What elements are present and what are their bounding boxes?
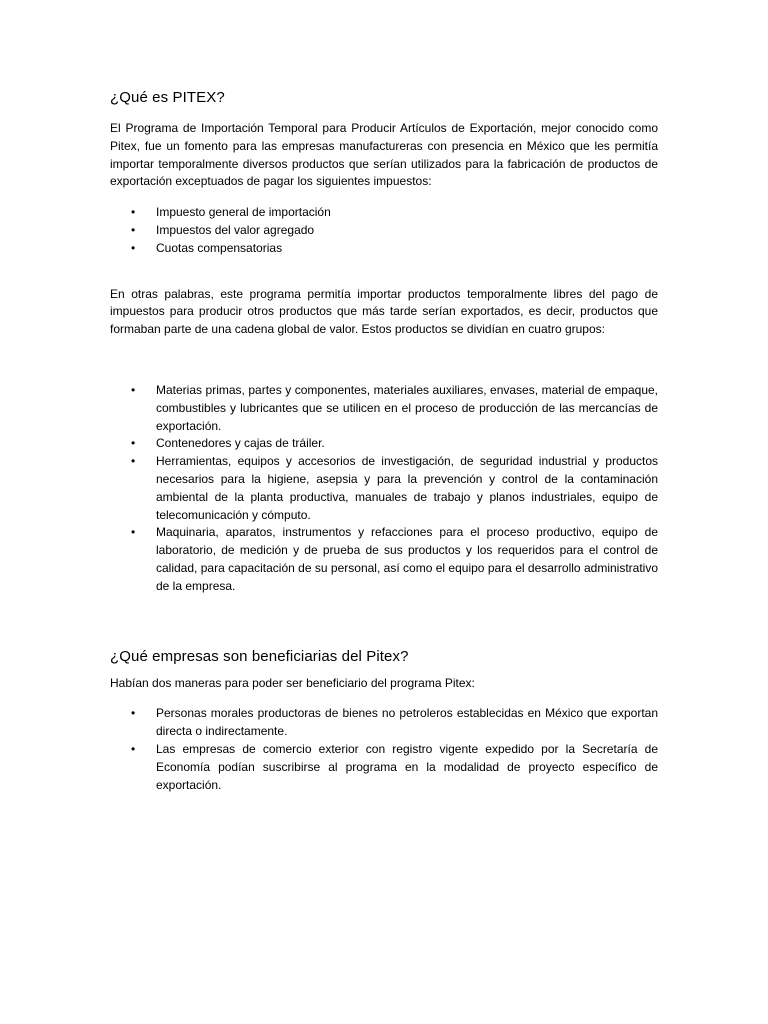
bullet-icon: • (131, 222, 136, 237)
list-item-text: Contenedores y cajas de tráiler. (156, 436, 325, 451)
list-item-text: Herramientas, equipos y accesorios de investigación, de seguridad industrial y productos necesarios para la higiene, asepsia y para la prevención y control de la contaminación ambiental de la planta productiva, manuales de trabajo y planos industriales, equipo de telecomunicación y cómputo. (156, 454, 658, 522)
beneficiaries-list (110, 705, 658, 794)
bullet-icon: • (131, 706, 136, 721)
list-item (110, 435, 658, 453)
product-groups-list (110, 382, 658, 596)
bullet-icon: • (131, 436, 136, 451)
ways-paragraph: Habían dos maneras para poder ser beneficiario del programa Pitex: (110, 675, 475, 690)
other-words-paragraph: En otras palabras, este programa permitía importar productos temporalmente libres del pago de impuestos para producir otros productos que más tarde serían exportados, es decir, productos que formaban parte de una cadena global de valor. Estos productos se dividían en cuatro grupos: (110, 286, 658, 337)
bullet-icon: • (131, 240, 136, 255)
list-item (110, 453, 658, 524)
list-item (110, 741, 658, 794)
list-item (110, 705, 658, 741)
list-item-text: Personas morales productoras de bienes no petroleros establecidas en México que exportan directa o indirectamente. (156, 706, 658, 739)
intro-paragraph: El Programa de Importación Temporal para Producir Artículos de Exportación, mejor conocido como Pitex, fue un fomento para las empresas manufactureras con presencia en México que les permitía importar temporalmente diversos productos que serían utilizados para la fabricación de productos de exportación exceptuados de pagar los siguientes impuestos: (110, 121, 658, 189)
bullet-icon: • (131, 525, 136, 540)
list-item (110, 240, 658, 258)
taxes-list (110, 204, 658, 257)
list-item-text: Impuestos del valor agregado (156, 222, 315, 237)
list-item-text: Maquinaria, aparatos, instrumentos y refacciones para el proceso productivo, equipo de laboratorio, de medición y de prueba de sus productos y los requeridos para el control de calidad, para capacitación de su personal, así como el equipo para el desarrollo administrativo de la empresa. (156, 525, 658, 593)
list-item-text: Materias primas, partes y componentes, materiales auxiliares, envases, material de empaque, combustibles y lubricantes que se utilicen en el proceso de producción de las mercancías de exportación. (156, 382, 658, 433)
list-item (110, 524, 658, 595)
list-item-text: Cuotas compensatorias (156, 240, 283, 255)
list-item (110, 204, 658, 222)
bullet-icon: • (131, 741, 136, 756)
list-item-text: Impuesto general de importación (156, 205, 331, 220)
bullet-icon: • (131, 382, 136, 397)
bullet-icon: • (131, 454, 136, 469)
section-title-beneficiaries: ¿Qué empresas son beneficiarias del Pitex? (110, 647, 409, 665)
list-item (110, 222, 658, 240)
section-title-what-is-pitex: ¿Qué es PITEX? (110, 89, 225, 106)
list-item-text: Las empresas de comercio exterior con registro vigente expedido por la Secretaría de Economía podían suscribirse al programa en la modalidad de proyecto específico de exportación. (156, 741, 658, 792)
list-item (110, 382, 658, 435)
bullet-icon: • (131, 205, 136, 220)
